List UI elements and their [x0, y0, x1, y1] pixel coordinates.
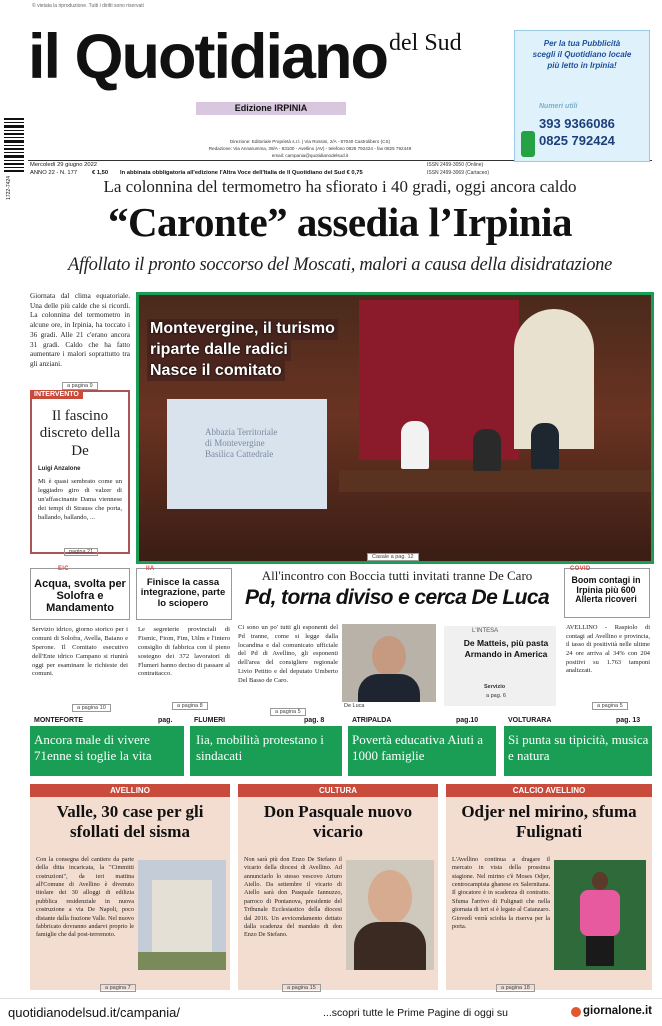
- cassa-readmore[interactable]: a pagina 8: [172, 694, 208, 712]
- pd-readmore[interactable]: a pagina 5: [270, 700, 306, 718]
- intesa-author: Servizio: [484, 684, 506, 690]
- edition-label: Edizione IRPINIA: [196, 102, 346, 115]
- bottom-title: Odjer nel mirino, sfuma Fulignati: [461, 802, 637, 841]
- green-box-page: pag.: [158, 717, 173, 724]
- player-jersey: [580, 890, 620, 936]
- projector-screen: [167, 399, 327, 509]
- green-box-volturara[interactable]: [504, 716, 652, 776]
- de-luca-caption: De Luca: [344, 703, 365, 709]
- footer-promo: ...scopri tutte le Prime Pagine di oggi su: [323, 1007, 509, 1019]
- intesa-label: L'INTESA: [472, 628, 499, 634]
- story-covid[interactable]: [564, 568, 652, 708]
- person-1: [401, 421, 429, 469]
- pd-overline: All'incontro con Boccia tutti invitati tranne De Caro: [261, 568, 533, 583]
- table: [339, 470, 651, 492]
- bottom-story-cultura[interactable]: [238, 784, 438, 990]
- priest-photo: [346, 860, 434, 970]
- ad-phone-mobile[interactable]: 393 9366086: [539, 116, 615, 131]
- green-box-page: pag. 8: [304, 717, 325, 724]
- bottom-story-avellino[interactable]: [30, 784, 230, 990]
- green-box-title: Povertà educativa Aiuti a 1000 famiglie: [352, 732, 484, 763]
- building-photo: [138, 860, 226, 970]
- masthead-sub: del Sud: [389, 30, 462, 56]
- copyright-note: © vietata la riproduzione. Tutti i diritti sono riservati: [32, 3, 144, 9]
- issue-number: ANNO 22 - N. 177: [30, 170, 78, 176]
- footer-brand[interactable]: giornalone.it: [583, 1005, 652, 1017]
- issn-online: ISSN 2499-3050 (Online): [427, 162, 484, 168]
- barcode-number: 1722-7424: [6, 176, 12, 200]
- face: [368, 870, 412, 924]
- covid-tag: COVID: [570, 566, 591, 572]
- story-cassa[interactable]: [136, 568, 232, 708]
- ad-line3: più letto in Irpinia!: [547, 60, 617, 70]
- bottom-section: AVELLINO: [30, 784, 230, 797]
- ground: [138, 952, 226, 970]
- photo-headline: Montevergine, il turismo riparte dalle radici Nasce il comitato: [147, 319, 338, 381]
- acqua-body: Servizio idrico, giorno storico per i comuni di Solofra, Avella, Baiano e Sperone. Il Comitato esecutivo dell'Ente idrico Campano si riunirà oggi per esaminare le richieste dei comuni.: [32, 626, 128, 678]
- green-box-kicker: MONTEFORTE: [34, 717, 83, 724]
- green-box-page: pag. 13: [616, 717, 641, 724]
- intervento-body: Mi è quasi sembrato come un leggiadro giro di valzer di un'affascinante Dama viennese dei tempi di Strauss che porta, ballando, ballando, ...: [38, 478, 122, 521]
- pd-headline[interactable]: Pd, torna diviso e cerca De Luca: [244, 586, 550, 609]
- ad-box[interactable]: [514, 30, 650, 162]
- story-acqua[interactable]: [30, 566, 130, 711]
- green-box-kicker: ATRIPALDA: [352, 717, 392, 724]
- screen-text-1: Abbazia Territoriale: [205, 427, 278, 437]
- ad-line1: Per la tua Pubblicità: [543, 39, 621, 48]
- intervento-label: INTERVENTO: [30, 390, 83, 399]
- green-box-monteforte[interactable]: [30, 716, 184, 776]
- green-box-flumeri[interactable]: [190, 716, 342, 776]
- face: [372, 636, 406, 676]
- whatsapp-phone-icon: [521, 131, 535, 157]
- green-box-kicker: VOLTURARA: [508, 717, 552, 724]
- intesa-readmore[interactable]: a pag. 6: [486, 693, 506, 699]
- green-box-page: pag.10: [456, 717, 479, 724]
- player-shorts: [586, 936, 614, 966]
- bottom-body: Con la consegna del cantiere da parte della ditta incaricata, la "Cimmitti costruzioni", da ieri mattina all'Comune di Avellino è divenuto titolare dei 30 alloggi di edilizia pubblica residenziale in nuova costruzione a via De Napoli, poco distante dalla frazione Valle. Nel nuovo fabbricato dovranno andarvi proprio le famiglie che dal post-terremoto.: [36, 856, 134, 939]
- bottom-story-calcio[interactable]: [446, 784, 652, 990]
- intesa-title: De Matteis, più pasta Armando in America: [463, 638, 549, 659]
- pd-body: Ci sono un po' tutti gli esponenti del Pd tranne, come si legge dalla locandina e dal comunicato ufficiale del Pd di Avellino, gli esponenti dell'area del consigliere regionale Livio Petitto e del deputato Umberto Del Basso de Caro.: [238, 624, 338, 684]
- bottom-body: Non sarà più don Enzo De Stefano il vicario della diocesi di Avellino. Ad annunciarlo lo stesso vescovo Arturo Aiello. Da settembre il vicario di Aiello sarà don Pasquale Iannuzzo, parroco di Pontanova, presidente del Tribunale Ecclesiastico della diocesi dal 2016. Un avvicendamento dettato dalla scadenza del mandato di don Enzo De Stefano.: [244, 856, 342, 939]
- lead-headline[interactable]: “Caronte” assedia l’Irpinia: [107, 199, 573, 245]
- green-box-title: Iia, mobilità protestano i sindacati: [196, 732, 324, 763]
- intervento-title: Il fascino discreto della De: [39, 408, 121, 459]
- green-box-title: Ancora male di vivere 71enne si toglie la vita: [34, 732, 152, 763]
- acqua-readmore[interactable]: a pagina 10: [72, 696, 111, 714]
- person-2: [473, 429, 501, 471]
- intervento-author: Luigi Anzalone: [38, 466, 81, 472]
- green-box-atripalda[interactable]: [348, 716, 496, 776]
- bottom-title: Don Pasquale nuovo vicario: [263, 802, 413, 841]
- cassa-body: Le segreterie provinciali di Fismic, Fiom, Fim, Uilm e l'intero consiglio di fabbrica con il pieno sostegno dei 372 lavoratori di Flumeri hanno deciso di passare al contrattacco.: [138, 626, 230, 678]
- person-3: [531, 423, 559, 469]
- photo-story[interactable]: [136, 292, 654, 564]
- green-box-title: Si punta su tipicità, musica e natura: [508, 732, 649, 763]
- suit: [358, 674, 420, 702]
- de-luca-photo: [342, 624, 436, 702]
- bottom-readmore[interactable]: a pagina 18: [496, 976, 535, 994]
- footer-url[interactable]: quotidianodelsud.it/campania/: [8, 1005, 181, 1020]
- football-photo: [554, 860, 646, 970]
- abbinata-note: In abbinata obbligatoria all'edizione l'Altra Voce dell'Italia de Il Quotidiano del Sud € 0,75: [120, 170, 363, 176]
- intesa-box[interactable]: [444, 626, 556, 706]
- intervento-readmore[interactable]: pagina 21: [64, 540, 98, 558]
- robe: [354, 922, 426, 970]
- address-block: Direzione: Editoriale Proprietà s.r.l. | Via Rossini, 2/A - 87040 Castrolibero (CS) Redazione: Via Annarumma, 39/A - 83100 - Avellino (AV) - telefono 0825 792424 - fax 0825 792449 email: campania@quotidianodelsud.it: [208, 139, 412, 159]
- acqua-tag: EIC: [58, 566, 69, 572]
- ad-numbers-label: Numeri utili: [539, 103, 578, 110]
- bottom-section: CULTURA: [238, 784, 438, 797]
- lead-subhead: Affollato il pronto soccorso del Moscati, malori a causa della disidratazione: [67, 255, 613, 275]
- issue-date: Mercoledì 29 giugno 2022: [30, 162, 98, 168]
- bottom-body: L'Avellino continua a dragare il mercato in vista della prossima stagione. Nel mirino c'è Moses Odjer, centrocampista ghanese ex Salernitana. Il giocatore è in scadenza di contratto. Sfuma l'arrivo di Fulignati che nella giornata di ieri si è legato al Catanzaro. Giovedì verrà sciolta la riserva per la porta.: [452, 856, 550, 930]
- green-box-kicker: FLUMERI: [194, 717, 226, 724]
- barcode: [2, 116, 26, 211]
- masthead-title: il Quotidiano: [28, 22, 387, 92]
- issn-print: ISSN 2499-3069 (Cartaceo): [427, 170, 489, 176]
- acqua-title: Acqua, svolta per Solofra e Mandamento: [34, 578, 126, 615]
- giornalone-logo-icon: [571, 1007, 581, 1017]
- cassa-tag: IIA: [146, 566, 155, 572]
- intervento-box[interactable]: [30, 390, 130, 554]
- lead-body: Giornata dal clima equatoriale. Una delle più calde che si ricordi. La colonnina del termometro in alcune ore, in Irpinia, ha toccato i 36 gradi. Alle 21 c'erano ancora 31 gradi. Caldo che ha fatto aumentare i malori soprattutto tra gli anziani.: [30, 292, 130, 369]
- ad-line2: scegli il Quotidiano locale: [532, 49, 632, 59]
- player-head: [592, 872, 608, 890]
- covid-body: AVELLINO - Raspiolo di contagi ad Avellino e provincia, il tasso di positività nelle ultime 24 ore arriva al 34% con 204 positivi su 1.763 tamponi analizzati.: [566, 624, 650, 675]
- issue-price: € 1,50: [92, 170, 109, 176]
- bottom-title: Valle, 30 case per gli sfollati del sisma: [56, 802, 204, 841]
- photo-readmore[interactable]: Casale a pag. 12: [367, 545, 419, 563]
- covid-readmore[interactable]: a pagina 5: [592, 694, 628, 712]
- bottom-readmore[interactable]: a pagina 7: [100, 976, 136, 994]
- cassa-title: Finisce la cassa integrazione, parte lo sciopero: [140, 577, 226, 609]
- screen-text-2: di Montevergine: [205, 437, 265, 448]
- ad-phone-landline[interactable]: 0825 792424: [539, 133, 615, 148]
- lead-readmore[interactable]: a pagina 9: [62, 374, 98, 392]
- bottom-section: CALCIO AVELLINO: [446, 784, 652, 797]
- lead-overline: La colonnina del termometro ha sfiorato i 40 gradi, oggi ancora caldo: [103, 177, 577, 196]
- covid-title: Boom contagi in Irpinia più 600 Allerta ricoveri: [571, 575, 641, 605]
- bottom-readmore[interactable]: a pagina 15: [282, 976, 321, 994]
- screen-text-3: Basilica Cattedrale: [205, 448, 274, 459]
